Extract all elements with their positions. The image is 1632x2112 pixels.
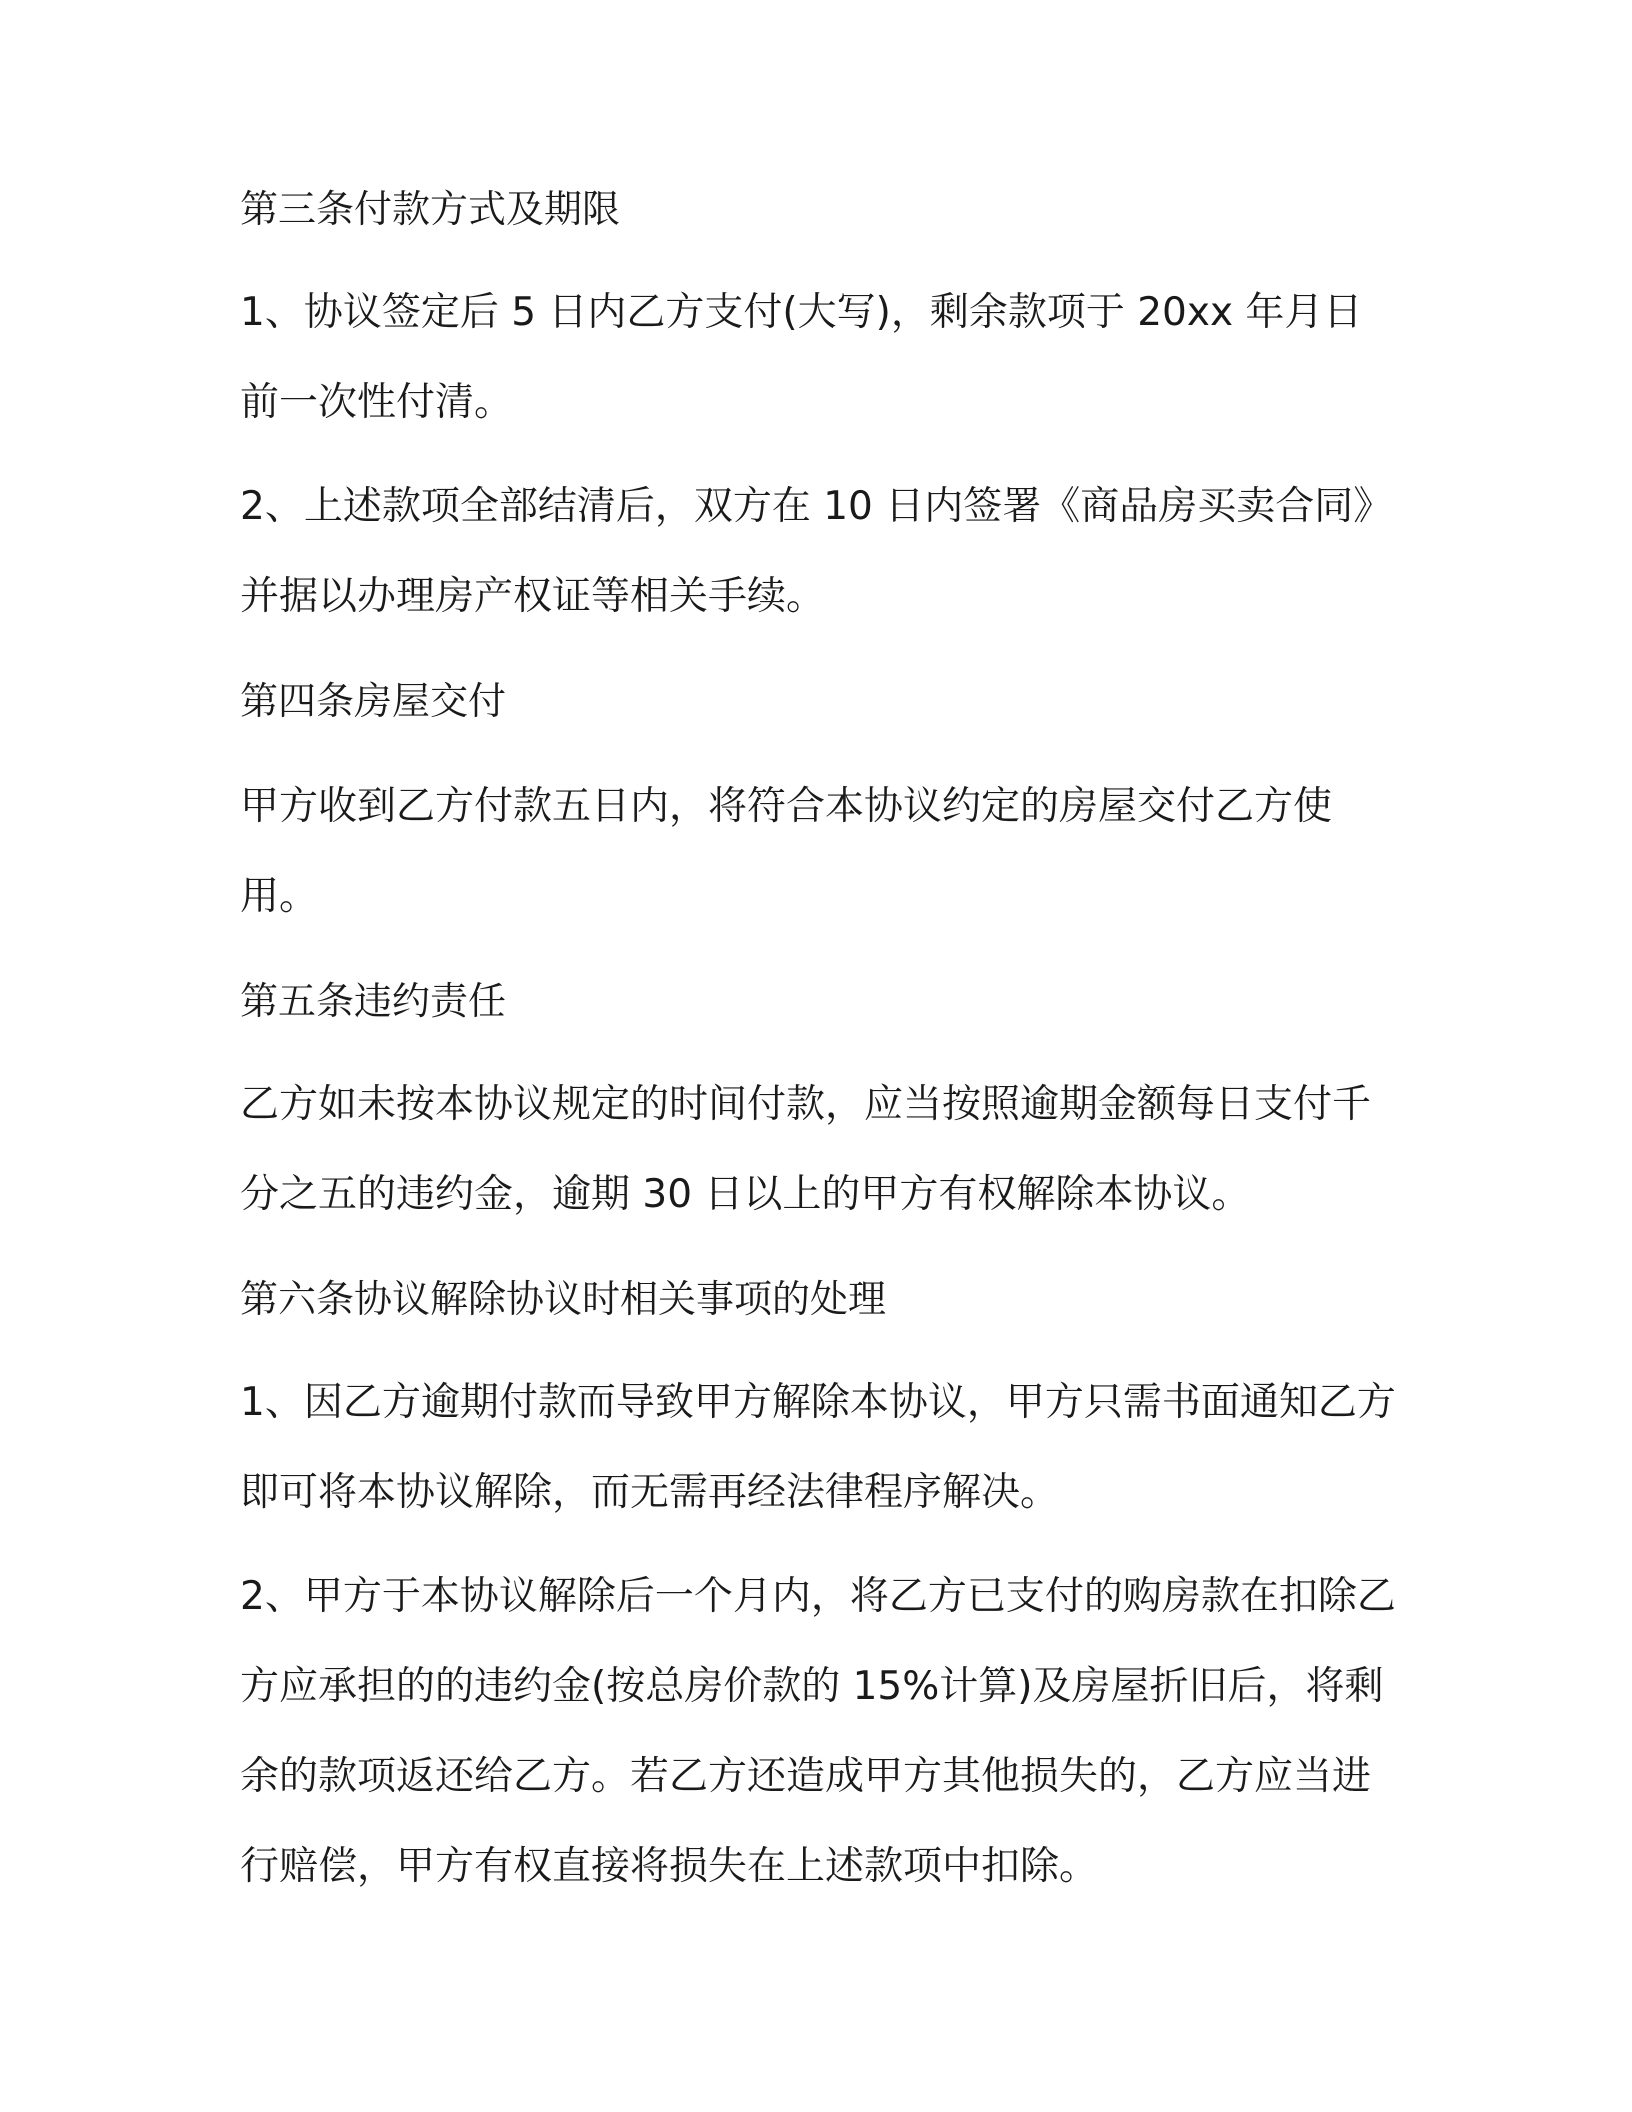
paragraph-termination-2: 2、甲方于本协议解除后一个月内，将乙方已支付的购房款在扣除乙方应承担的的违约金(按总房价款的 15%计算)及房屋折旧后，将剩余的款项返还给乙方。若乙方还造成甲方其他损失的，乙方应当进行赔偿，甲方有权直接将损失在上述款项中扣除。 — [240, 1574, 1396, 1889]
section-heading-article-5: 第五条违约责任 — [240, 979, 507, 1023]
document-body — [240, 186, 1400, 1948]
paragraph-breach-liability: 乙方如未按本协议规定的时间付款，应当按照逾期金额每日支付千分之五的违约金，逾期 30 日以上的甲方有权解除本协议。 — [240, 1082, 1372, 1217]
paragraph-termination-1: 1、因乙方逾期付款而导致甲方解除本协议，甲方只需书面通知乙方即可将本协议解除，而无需再经法律程序解决。 — [240, 1380, 1396, 1515]
paragraph-payment-term-1: 1、协议签定后 5 日内乙方支付(大写)，剩余款项于 20xx 年月日前一次性付清。 — [240, 290, 1363, 425]
paragraph-house-delivery: 甲方收到乙方付款五日内，将符合本协议约定的房屋交付乙方使用。 — [240, 784, 1333, 919]
section-heading-article-4: 第四条房屋交付 — [240, 679, 507, 723]
section-heading-article-3: 第三条付款方式及期限 — [240, 187, 621, 231]
paragraph-payment-term-2: 2、上述款项全部结清后，双方在 10 日内签署《商品房买卖合同》并据以办理房产权证等相关手续。 — [240, 484, 1393, 619]
section-heading-article-6: 第六条协议解除协议时相关事项的处理 — [240, 1277, 887, 1321]
